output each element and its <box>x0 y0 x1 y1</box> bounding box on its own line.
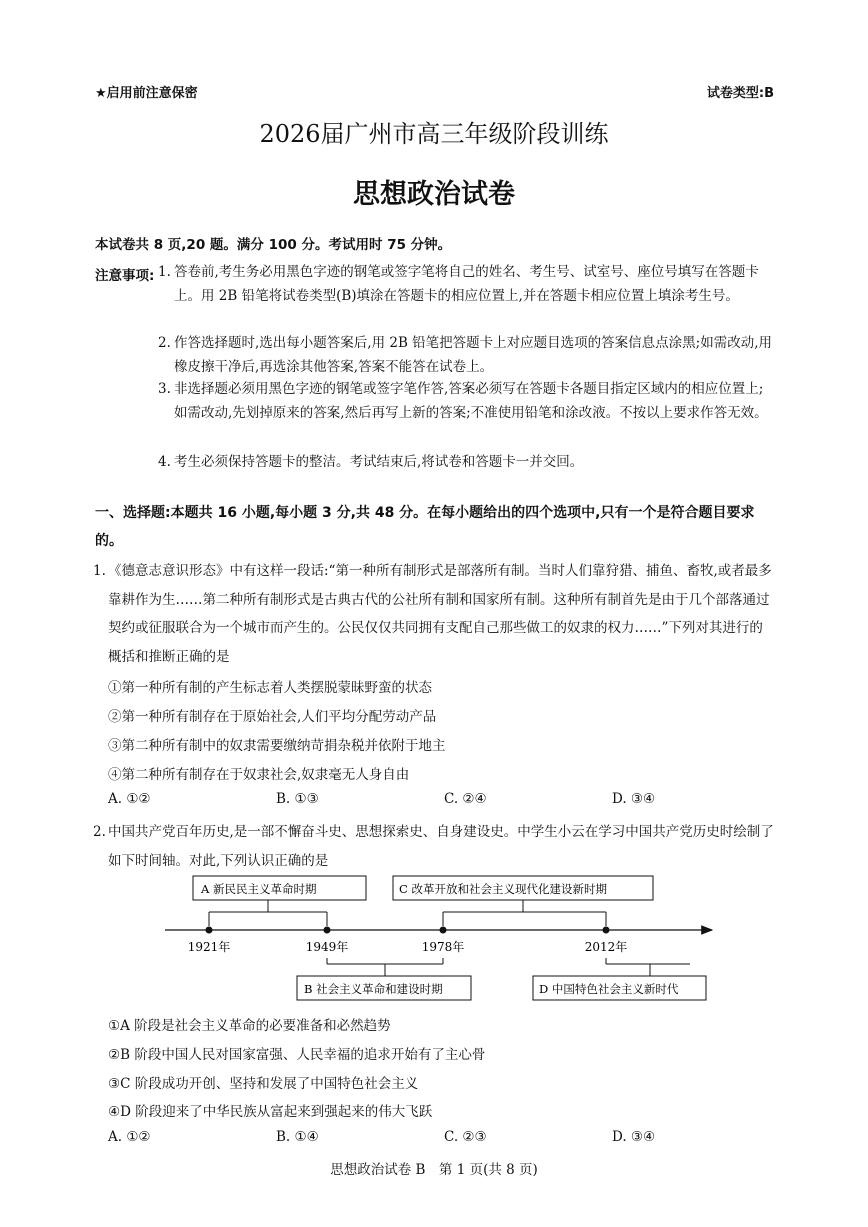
timeline-diagram <box>0 870 868 1010</box>
note-text: 作答选择题时,选出每小题答案后,用 2B 铅笔把答题卡上对应题目选项的答案信息点涂黑;如需改动,用橡皮擦干净后,再选涂其他答案,答案不能答在试卷上。 <box>174 335 773 375</box>
question-text: 中国共产党百年历史,是一部不懈奋斗史、思想探索史、自身建设史。中学生小云在学习中国共产党历史时绘制了如下时间轴。对此,下列认识正确的是 <box>108 824 774 869</box>
note-item <box>158 377 776 425</box>
note-text: 非选择题必须用黑色字迹的钢笔或签字笔作答,答案必须写在答题卡各题目指定区域内的相应位置上;如需改动,先划掉原来的答案,然后再写上新的答案;不准使用铅笔和涂改液。不按以上要求作答无效。 <box>174 381 768 421</box>
page-footer: 思想政治试卷 B 第 1 页(共 8 页) <box>330 1162 538 1178</box>
exam-info: 本试卷共 8 页,20 题。满分 100 分。考试用时 75 分钟。 <box>95 237 452 253</box>
question-1-stem <box>93 557 776 671</box>
question-number: 1. <box>93 563 106 579</box>
timeline-point <box>324 927 331 934</box>
note-item <box>158 260 776 308</box>
subject-title: 思想政治试卷 <box>353 179 515 210</box>
statement: ④D 阶段迎来了中华民族从富起来到强起来的伟大飞跃 <box>108 1104 433 1120</box>
note-text: 答卷前,考生务必用黑色字迹的钢笔或签字笔将自己的姓名、考生号、试室号、座位号填写在答题卡上。用 2B 铅笔将试卷类型(B)填涂在答题卡的相应位置上,并在答题卡相应位置上填涂考生号。 <box>174 264 759 304</box>
year-label: 1949年 <box>305 940 349 954</box>
stage-b-label: B 社会主义革命和建设时期 <box>304 982 443 996</box>
note-text: 考生必须保持答题卡的整洁。考试结束后,将试卷和答题卡一并交回。 <box>174 454 584 470</box>
choice-a: A. ①② <box>108 1129 151 1145</box>
note-item <box>158 331 776 379</box>
note-number: 2. <box>158 335 171 351</box>
statement: ④第二种所有制存在于奴隶社会,奴隶毫无人身自由 <box>108 767 410 783</box>
statement: ①第一种所有制的产生标志着人类摆脱蒙昧野蛮的状态 <box>108 680 432 696</box>
paper-type: 试卷类型:B <box>706 86 774 101</box>
timeline-point <box>603 927 610 934</box>
statement: ②B 阶段中国人民对国家富强、人民幸福的追求开始有了主心骨 <box>108 1047 486 1063</box>
timeline-point <box>206 927 213 934</box>
choice-b: B. ①④ <box>276 1129 319 1145</box>
section-heading: 一、选择题:本题共 16 小题,每小题 3 分,共 48 分。在每小题给出的四个选项中,只有一个是符合题目要求的。 <box>95 505 755 549</box>
choice-b: B. ①③ <box>276 791 319 807</box>
choice-d: D. ③④ <box>612 791 656 807</box>
year-label: 2012年 <box>584 940 628 954</box>
notes-label: 注意事项: <box>95 268 155 284</box>
exam-title: 2026届广州市高三年级阶段训练 <box>259 120 609 148</box>
choice-c: C. ②③ <box>444 1129 487 1145</box>
statement: ③C 阶段成功开创、坚持和发展了中国特色社会主义 <box>108 1076 419 1092</box>
year-label: 1921年 <box>187 940 231 954</box>
question-2-stem <box>93 818 776 875</box>
year-label: 1978年 <box>421 940 465 954</box>
choice-c: C. ②④ <box>444 791 487 807</box>
statement: ③第二种所有制中的奴隶需要缴纳苛捐杂税并依附于地主 <box>108 738 446 754</box>
question-number: 2. <box>93 824 106 840</box>
note-number: 3. <box>158 381 171 397</box>
confidential-mark: ★启用前注意保密 <box>95 86 198 101</box>
stage-c-label: C 改革开放和社会主义现代化建设新时期 <box>399 882 607 896</box>
stage-a-label: A 新民民主义革命时期 <box>201 882 317 896</box>
choice-a: A. ①② <box>108 791 151 807</box>
timeline-point <box>440 927 447 934</box>
note-number: 1. <box>158 264 171 280</box>
choice-d: D. ③④ <box>612 1129 656 1145</box>
question-text: 《德意志意识形态》中有这样一段话:“第一种所有制形式是部落所有制。当时人们靠狩猎、捕鱼、畜牧,或者最多靠耕作为生……第二种所有制形式是古典古代的公社所有制和国家所有制。这种所有制首先是由于几个部落通过契约或征服联合为一个城市而产生的。公民仅仅共同拥有支配自己那些做工的奴隶的权力……”下列对其进行的概括和推断正确的是 <box>108 563 772 665</box>
statement: ②第一种所有制存在于原始社会,人们平均分配劳动产品 <box>108 709 437 725</box>
note-item <box>158 450 776 474</box>
statement: ①A 阶段是社会主义革命的必要准备和必然趋势 <box>108 1018 391 1034</box>
stage-d-label: D 中国特色社会主义新时代 <box>539 982 679 996</box>
note-number: 4. <box>158 454 171 470</box>
